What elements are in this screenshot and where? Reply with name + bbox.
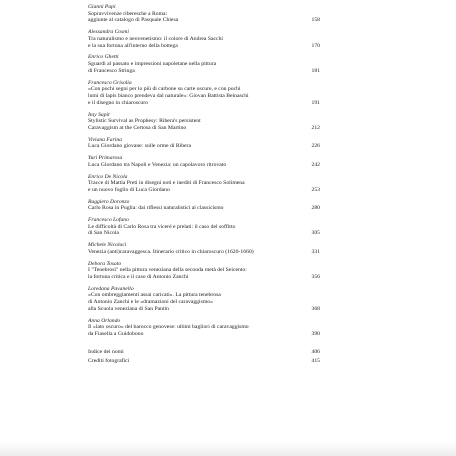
entry-page-number: 242 <box>311 161 320 168</box>
entry-row <box>88 143 320 150</box>
entry-row <box>88 180 320 194</box>
entry-author: Enrico De Nicola <box>88 173 128 180</box>
toc-entry <box>88 29 320 49</box>
title-line: Sguardi al passato e impressioni napoletane nella pittura <box>88 60 217 67</box>
title-line: lumi di lapis bianco prendeva dal naturale»: Giovan Battista Beinaschi <box>88 92 249 99</box>
title-line: e il disegno in chiaroscuro <box>88 99 149 106</box>
entry-page-number: 253 <box>311 186 320 193</box>
title-line: «Con ombreggiamenti assai caricati». La pittura tenebrosa <box>88 292 221 299</box>
entry-author: Itay Sapir <box>88 111 111 118</box>
entry-row <box>88 118 320 132</box>
index-entry <box>88 349 320 356</box>
page-bottom-shadow <box>0 442 456 456</box>
toc-entry <box>88 217 320 237</box>
toc-entry <box>88 286 320 313</box>
entry-title <box>88 324 296 338</box>
title-line: e la sua fortuna all'interno della bottega <box>88 42 178 49</box>
title-line: Luca Giordano giovane: sulle orme di Ribera <box>88 143 191 150</box>
entry-author: Francesco Grisolia <box>88 79 132 86</box>
title-line: e un nuovo foglio di Luca Giordano <box>88 186 170 193</box>
toc-entry <box>88 112 320 132</box>
entry-title <box>88 249 296 256</box>
entry-row <box>88 61 320 75</box>
entry-title <box>88 224 296 238</box>
title-line: Venezia (anti)caravaggesca. Itinerario critico in chiaroscuro (1620-1660) <box>88 248 254 255</box>
entry-page-number: 158 <box>311 17 320 24</box>
toc-entry <box>88 261 320 281</box>
entry-page-number: 191 <box>311 99 320 106</box>
entry-page-number: 390 <box>311 331 320 338</box>
index-label: Crediti fotografici <box>88 357 130 364</box>
entry-row <box>88 224 320 238</box>
toc-entry <box>88 155 320 168</box>
title-line: la fortuna critica e il caso di Antonio Zanchi <box>88 274 189 281</box>
entry-author: Debora Tosato <box>88 260 122 267</box>
title-line: Caravaggism at the Certosa di San Martino <box>88 124 187 131</box>
entry-page-number: 368 <box>311 306 320 313</box>
entry-page-number: 280 <box>311 205 320 212</box>
entry-page-number: 226 <box>311 143 320 150</box>
toc-entry <box>88 137 320 150</box>
toc-entry <box>88 80 320 107</box>
title-line: Tracce di Mattia Preti in disegni noti e inediti di Francesco Solimena <box>88 180 245 187</box>
entry-author: Enrico Ghetti <box>88 54 119 61</box>
entry-page-number: 305 <box>311 230 320 237</box>
entry-author: Loredana Pavanello <box>88 285 134 292</box>
title-line: Carlo Rosa in Puglia: dai riflessi naturalistici al classicismo <box>88 205 224 212</box>
title-line: Il «lato oscuro» del barocco genovese: ultimi bagliori di caravaggismo <box>88 324 249 331</box>
index-label: Indice dei nomi <box>88 349 124 356</box>
entry-title <box>88 205 296 212</box>
entry-title <box>88 11 296 25</box>
entry-page-number: 356 <box>311 274 320 281</box>
index-entry <box>88 358 320 365</box>
toc-entry <box>88 242 320 255</box>
toc-entry <box>88 199 320 212</box>
title-line: Tra naturalismo e neovenetismo: il colore di Andrea Sacchi <box>88 35 223 42</box>
title-line: da Fiasella a Guidobono <box>88 331 144 338</box>
entry-author: Viviana Farina <box>88 136 122 143</box>
entry-row <box>88 86 320 106</box>
entry-author: Anna Orlando <box>88 317 121 324</box>
title-line: I "Tenebrosi" nella pittura veneziana della seconda metà del Seicento: <box>88 267 247 274</box>
entry-author: Michele Nicolaci <box>88 242 127 249</box>
entry-title <box>88 162 296 169</box>
entry-title <box>88 36 296 50</box>
title-line: Sopravvivenze riberesche a Roma: <box>88 10 168 17</box>
title-line: di Francesco Stringa <box>88 67 135 74</box>
title-line: aggiunte al catalogo di Pasquale Chiesa <box>88 17 179 24</box>
entry-row <box>88 249 320 256</box>
title-line: «Con pochi segni per lo più di carbone su carte oscure, e con pochi <box>88 86 241 93</box>
title-line: Luca Giordano tra Napoli e Venezia: un capolavoro ritrovato <box>88 161 227 168</box>
entry-row <box>88 162 320 169</box>
entry-author: Ruggiero Doronzo <box>88 198 130 205</box>
entry-page-number: 331 <box>311 248 320 255</box>
title-line: alla Scuola veneziana di San Pantin <box>88 306 170 313</box>
entry-row <box>88 205 320 212</box>
table-of-contents <box>88 4 320 367</box>
entry-author: Alessandra Cosmi <box>88 29 129 36</box>
toc-entry <box>88 4 320 24</box>
toc-entry <box>88 174 320 194</box>
entry-page-number: 212 <box>311 124 320 131</box>
index-page-number: 415 <box>311 357 320 364</box>
entry-row <box>88 11 320 25</box>
entry-title <box>88 180 296 194</box>
entry-page-number: 181 <box>311 67 320 74</box>
entry-author: Yuri Primarosa <box>88 155 123 162</box>
entry-author: Francesco Lofano <box>88 217 129 224</box>
title-line: Stylistic Survival as Prophesy: Ribera's persistent <box>88 118 201 125</box>
title-line: di Antonio Zanchi e le «dramazioni del caravaggismo» <box>88 299 213 306</box>
toc-entry <box>88 54 320 74</box>
entry-row <box>88 267 320 281</box>
entry-title <box>88 61 296 75</box>
entry-title <box>88 118 296 132</box>
entry-title <box>88 292 296 312</box>
entry-row <box>88 36 320 50</box>
entry-row <box>88 292 320 312</box>
entry-row <box>88 324 320 338</box>
entry-title <box>88 267 296 281</box>
index-page-number: 406 <box>311 349 320 356</box>
toc-entry <box>88 318 320 338</box>
title-line: di San Nicola <box>88 230 119 237</box>
title-line: Le difficoltà di Carlo Rosa tra viceré e prelati: il caso del soffitto <box>88 223 236 230</box>
entry-title <box>88 143 296 150</box>
entry-author: Gianni Papi <box>88 4 116 10</box>
entry-title <box>88 86 296 106</box>
entry-page-number: 170 <box>311 42 320 49</box>
